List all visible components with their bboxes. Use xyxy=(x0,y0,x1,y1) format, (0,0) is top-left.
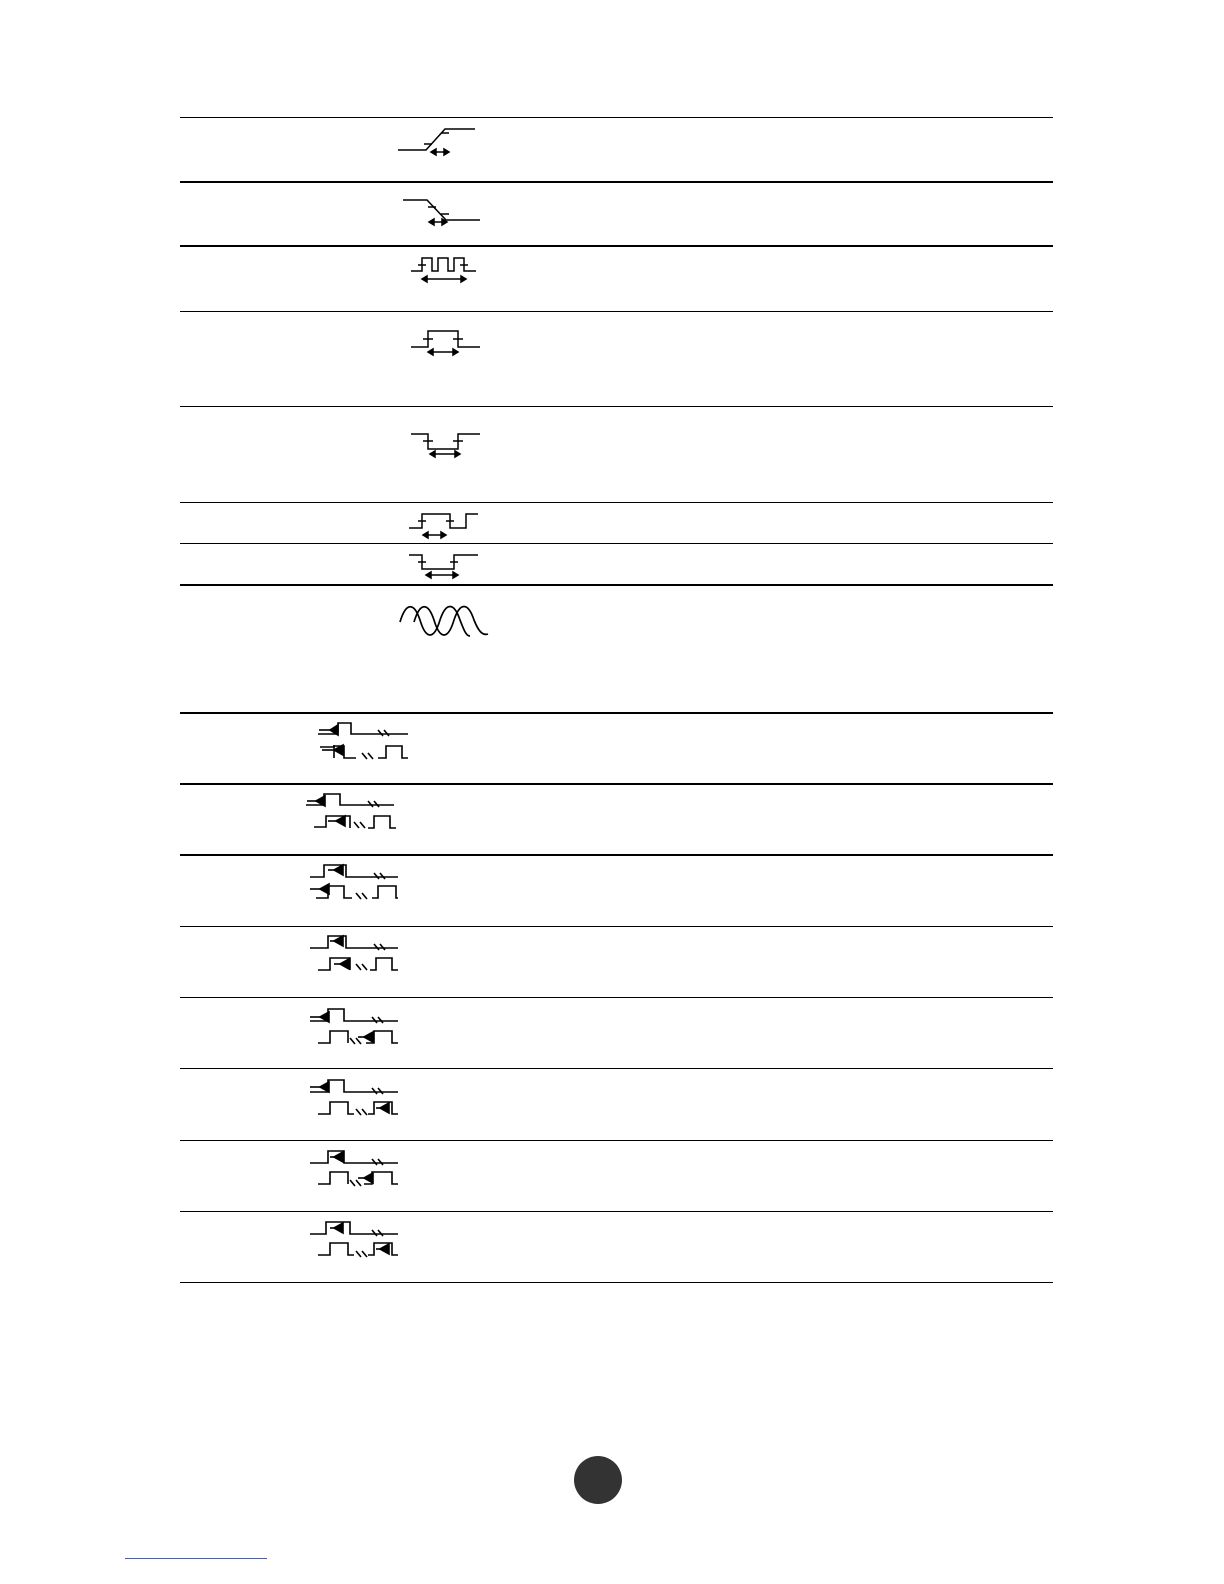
table-rule xyxy=(180,543,1053,544)
delay-rise-fall-first-edge-icon xyxy=(304,791,399,833)
table-rule-top xyxy=(180,117,1053,118)
falling-edge-time-icon xyxy=(400,192,485,230)
table-rule xyxy=(180,1211,1053,1212)
positive-pulse-width-icon xyxy=(408,326,483,356)
phase-sine-waves-icon xyxy=(396,600,492,642)
table-rule xyxy=(180,783,1053,785)
delay-rise-rise-first-edge-icon xyxy=(316,720,411,762)
negative-duty-icon xyxy=(406,551,481,581)
delay-fall-fall-last-edge-icon xyxy=(306,1218,401,1262)
delay-fall-rise-last-edge-icon xyxy=(306,1147,401,1191)
negative-pulse-width-icon xyxy=(408,430,483,460)
table-rule xyxy=(180,1140,1053,1141)
pulse-train-period-icon xyxy=(408,254,483,284)
delay-rise-fall-last-edge-icon xyxy=(306,1076,401,1120)
table-rule xyxy=(180,997,1053,998)
rising-edge-time-icon xyxy=(395,124,480,159)
table-rule xyxy=(180,245,1053,247)
footer-link-underline xyxy=(125,1558,267,1559)
page-number-dot xyxy=(574,1456,622,1504)
table-rule-bottom xyxy=(180,1282,1053,1283)
table-rule xyxy=(180,926,1053,927)
table-rule xyxy=(180,1068,1053,1069)
table-rule xyxy=(180,854,1053,856)
table-rule xyxy=(180,181,1053,183)
delay-rise-rise-last-edge-icon xyxy=(306,1005,401,1049)
table-rule xyxy=(180,584,1053,586)
table-rule xyxy=(180,502,1053,503)
delay-fall-rise-first-edge-icon xyxy=(306,862,401,904)
table-rule xyxy=(180,311,1053,312)
table-rule xyxy=(180,712,1053,714)
table-rule xyxy=(180,406,1053,407)
delay-fall-fall-first-edge-icon xyxy=(306,933,401,975)
positive-duty-icon xyxy=(406,510,481,540)
